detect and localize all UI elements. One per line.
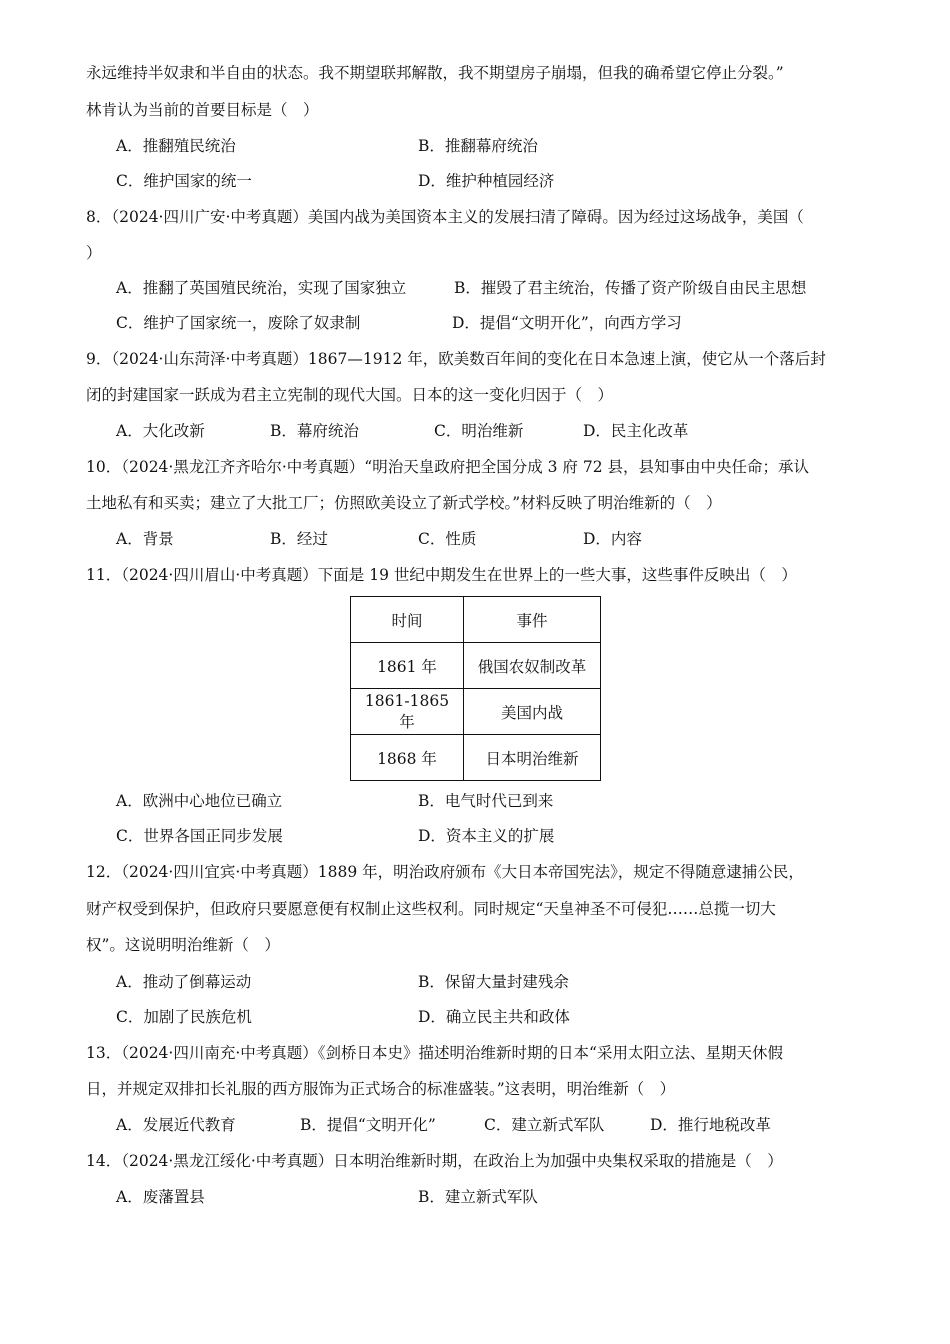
q8-option-c[interactable]: C．维护了国家统一，废除了奴隶制 — [116, 314, 361, 332]
q10-option-c[interactable]: C．性质 — [418, 530, 477, 548]
q13-option-b[interactable]: B．提倡“文明开化” — [300, 1116, 436, 1134]
q10-option-d[interactable]: D．内容 — [583, 530, 642, 548]
q10-line-1: 10．（2024·黑龙江齐齐哈尔·中考真题）“明治天皇政府把全国分成 3 府 72 县，县知事由中央任命；承认 — [86, 458, 809, 476]
q12-option-b[interactable]: B．保留大量封建残余 — [418, 973, 569, 991]
q12-line-2: 财产权受到保护，但政府只要愿意便有权制止这些权利。同时规定“天皇神圣不可侵犯……总揽一切大 — [86, 900, 776, 918]
table-row — [351, 735, 601, 781]
q11-line-1: 11．（2024·四川眉山·中考真题）下面是 19 世纪中期发生在世界上的一些大事，这些事件反映出（ ） — [86, 566, 797, 584]
table-cell: 1861 年 — [351, 643, 464, 689]
q8-option-a[interactable]: A．推翻了英国殖民统治，实现了国家独立 — [116, 279, 407, 297]
q10-option-b[interactable]: B．经过 — [270, 530, 328, 548]
q13-option-a[interactable]: A．发展近代教育 — [116, 1116, 236, 1134]
table-row — [351, 689, 601, 735]
q7-option-a[interactable]: A．推翻殖民统治 — [116, 137, 236, 155]
events-table — [350, 596, 601, 781]
q13-line-2: 日，并规定双排扣长礼服的西方服饰为正式场合的标准盛装。”这表明，明治维新（ ） — [86, 1080, 676, 1098]
q14-option-a[interactable]: A．废藩置县 — [116, 1188, 205, 1206]
q8-option-d[interactable]: D．提倡“文明开化”，向西方学习 — [452, 314, 682, 332]
q14-option-b[interactable]: B．建立新式军队 — [418, 1188, 538, 1206]
table-header-time: 时间 — [351, 597, 464, 643]
table-cell: 1868 年 — [351, 735, 464, 781]
q9-option-d[interactable]: D．民主化改革 — [583, 422, 689, 440]
q13-line-1: 13．（2024·四川南充·中考真题）《剑桥日本史》描述明治维新时期的日本“采用太阳立法、星期天休假 — [86, 1044, 783, 1062]
q12-line-1: 12．（2024·四川宜宾·中考真题）1889 年，明治政府颁布《大日本帝国宪法》，规定不得随意逮捕公民， — [86, 863, 804, 881]
table-cell: 美国内战 — [464, 689, 601, 735]
q7-line-1: 永远维持半奴隶和半自由的状态。我不期望联邦解散，我不期望房子崩塌，但我的确希望它停止分裂。” — [86, 64, 784, 82]
q11-option-a[interactable]: A．欧洲中心地位已确立 — [116, 792, 283, 810]
q10-line-2: 土地私有和买卖；建立了大批工厂；仿照欧美设立了新式学校。”材料反映了明治维新的（ ） — [86, 494, 722, 512]
q12-line-3: 权”。这说明明治维新（ ） — [86, 936, 280, 954]
q8-line-2: ） — [86, 244, 102, 262]
q9-option-a[interactable]: A．大化改新 — [116, 422, 205, 440]
q8-option-b[interactable]: B．摧毁了君主统治，传播了资产阶级自由民主思想 — [454, 279, 807, 297]
q11-option-b[interactable]: B．电气时代已到来 — [418, 792, 554, 810]
q11-option-c[interactable]: C．世界各国正同步发展 — [116, 827, 283, 845]
table-header-row — [351, 597, 601, 643]
q9-option-c[interactable]: C．明治维新 — [434, 422, 524, 440]
table-row — [351, 643, 601, 689]
q9-option-b[interactable]: B．幕府统治 — [270, 422, 359, 440]
q11-option-d[interactable]: D．资本主义的扩展 — [418, 827, 555, 845]
q12-option-c[interactable]: C．加剧了民族危机 — [116, 1008, 252, 1026]
q12-option-d[interactable]: D．确立民主共和政体 — [418, 1008, 570, 1026]
q7-option-b[interactable]: B．推翻幕府统治 — [418, 137, 538, 155]
table-cell: 日本明治维新 — [464, 735, 601, 781]
q13-option-c[interactable]: C．建立新式军队 — [484, 1116, 605, 1134]
q7-option-c[interactable]: C．维护国家的统一 — [116, 172, 252, 190]
table-cell: 1861-1865 年 — [351, 689, 464, 735]
q12-option-a[interactable]: A．推动了倒幕运动 — [116, 973, 252, 991]
table-header-event: 事件 — [464, 597, 601, 643]
q7-line-2: 林肯认为当前的首要目标是（ ） — [86, 101, 319, 119]
q7-option-d[interactable]: D．维护种植园经济 — [418, 172, 555, 190]
q13-option-d[interactable]: D．推行地税改革 — [650, 1116, 771, 1134]
q9-line-1: 9．（2024·山东菏泽·中考真题）1867—1912 年，欧美数百年间的变化在日本急速上演，使它从一个落后封 — [86, 350, 826, 368]
q14-line-1: 14．（2024·黑龙江绥化·中考真题）日本明治维新时期，在政治上为加强中央集权采取的措施是（ ） — [86, 1152, 783, 1170]
q8-line-1: 8．（2024·四川广安·中考真题）美国内战为美国资本主义的发展扫清了障碍。因为经过这场战争，美国（ — [86, 208, 804, 226]
table-cell: 俄国农奴制改革 — [464, 643, 601, 689]
q9-line-2: 闭的封建国家一跃成为君主立宪制的现代大国。日本的这一变化归因于（ ） — [86, 386, 614, 404]
q10-option-a[interactable]: A．背景 — [116, 530, 174, 548]
